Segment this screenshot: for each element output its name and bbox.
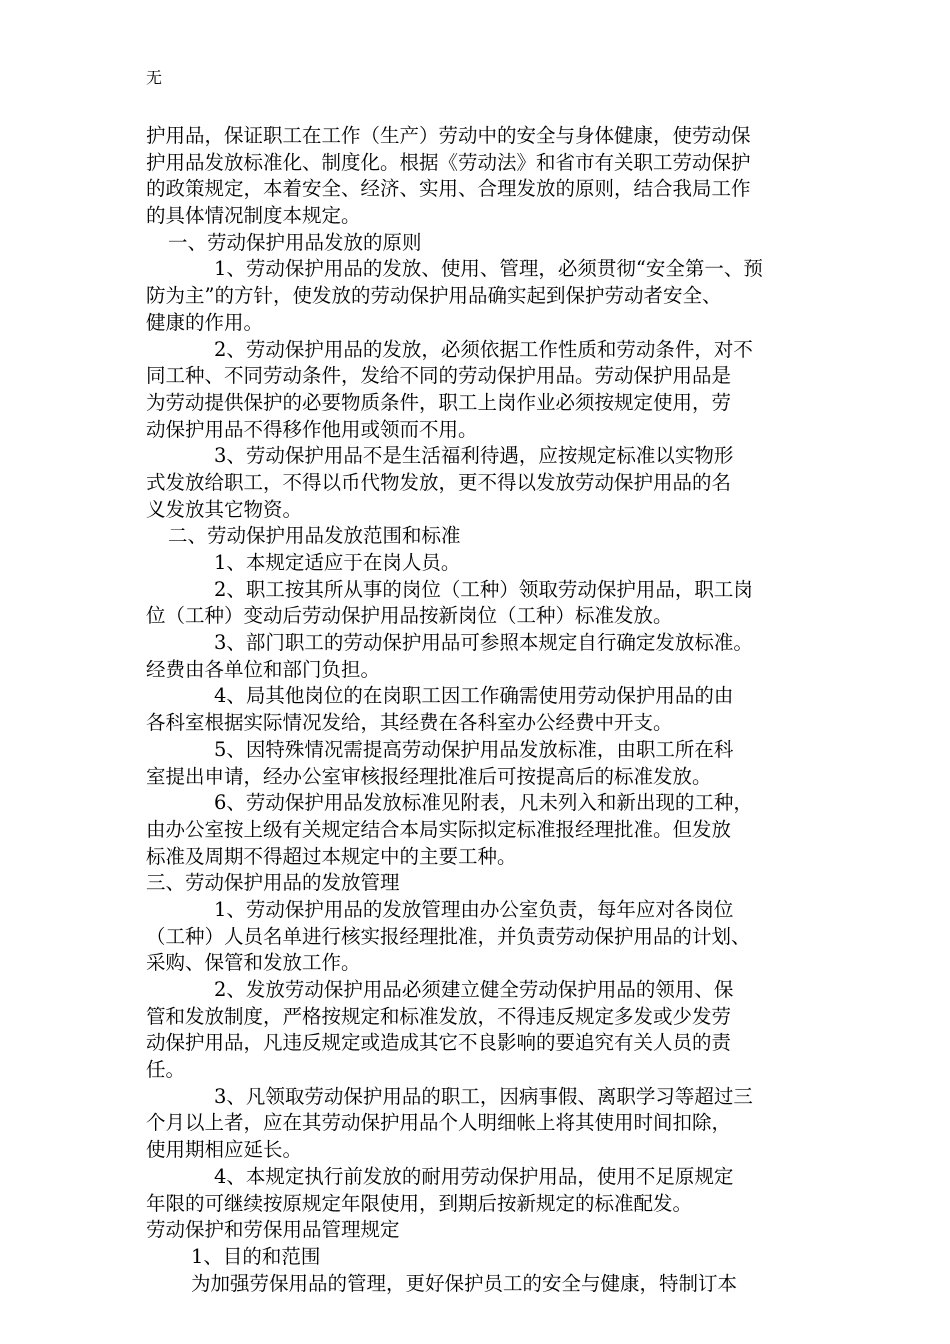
text-line: 劳动保护和劳保用品管理规定 — [146, 1218, 400, 1242]
text-line: 4、本规定执行前发放的耐用劳动保护用品，使用不足原规定 — [214, 1164, 734, 1188]
text-line: 为加强劳保用品的管理，更好保护员工的安全与健康，特制订本 — [191, 1271, 738, 1295]
text-line: 同工种、不同劳动条件，发给不同的劳动保护用品。劳动保护用品是 — [146, 364, 732, 388]
text-line: （工种）人员名单进行核实报经理批准，并负责劳动保护用品的计划、 — [146, 924, 751, 948]
text-line: 1、目的和范围 — [191, 1244, 321, 1268]
text-line: 3、部门职工的劳动保护用品可参照本规定自行确定发放标准。 — [214, 631, 753, 655]
text-line: 任。 — [146, 1058, 186, 1082]
text-line: 二、劳动保护用品发放范围和标准 — [168, 524, 461, 548]
text-line: 动保护用品，凡违反规定或造成其它不良影响的要追究有关人员的责 — [146, 1031, 732, 1055]
text-line: 3、劳动保护用品不是生活福利待遇，应按规定标准以实物形 — [214, 444, 734, 468]
text-line: 2、职工按其所从事的岗位（工种）领取劳动保护用品，职工岗 — [214, 577, 753, 601]
text-line: 式发放给职工，不得以币代物发放，更不得以发放劳动保护用品的名 — [146, 470, 732, 494]
text-line: 管和发放制度，严格按规定和标准发放，不得违反规定多发或少发劳 — [146, 1004, 732, 1028]
document-body — [146, 123, 816, 1297]
text-line: 由办公室按上级有关规定结合本局实际拟定标准报经理批准。但发放 — [146, 817, 732, 841]
text-line: 护用品发放标准化、制度化。根据《劳动法》和省市有关职工劳动保护 — [146, 150, 751, 174]
text-line: 1、本规定适应于在岗人员。 — [214, 551, 461, 574]
text-line: 1、劳动保护用品的发放管理由办公室负责，每年应对各岗位 — [214, 897, 734, 921]
text-line: 的具体情况制度本规定。 — [146, 204, 361, 228]
text-line: 防为主”的方针，使发放的劳动保护用品确实起到保护劳动者安全、 — [146, 284, 722, 308]
text-line: 采购、保管和发放工作。 — [146, 951, 361, 975]
text-line: 经费由各单位和部门负担。 — [146, 657, 381, 681]
text-line: 位（工种）变动后劳动保护用品按新岗位（工种）标准发放。 — [146, 604, 673, 628]
text-line: 各科室根据实际情况发给，其经费在各科室办公经费中开支。 — [146, 711, 673, 735]
text-line: 个月以上者，应在其劳动保护用品个人明细帐上将其使用时间扣除， — [146, 1111, 732, 1135]
text-line: 义发放其它物资。 — [146, 497, 303, 521]
text-line: 2、劳动保护用品的发放，必须依据工作性质和劳动条件，对不 — [214, 337, 753, 361]
text-line: 标准及周期不得超过本规定中的主要工种。 — [146, 844, 517, 868]
text-line: 1、劳动保护用品的发放、使用、管理，必须贯彻“安全第一、预 — [214, 257, 763, 281]
text-line: 使用期相应延长。 — [146, 1138, 303, 1162]
text-line: 为劳动提供保护的必要物质条件，职工上岗作业必须按规定使用，劳 — [146, 390, 732, 414]
page-header: 无 — [146, 68, 163, 87]
text-line: 护用品，保证职工在工作（生产）劳动中的安全与身体健康，使劳动保 — [146, 124, 751, 147]
text-line: 一、劳动保护用品发放的原则 — [168, 230, 422, 254]
text-line: 4、局其他岗位的在岗职工因工作确需使用劳动保护用品的由 — [214, 684, 734, 708]
text-line: 3、凡领取劳动保护用品的职工，因病事假、离职学习等超过三 — [214, 1084, 753, 1108]
text-line: 三、劳动保护用品的发放管理 — [146, 871, 400, 895]
text-line: 5、因特殊情况需提高劳动保护用品发放标准，由职工所在科 — [214, 737, 734, 761]
text-line: 的政策规定，本着安全、经济、实用、合理发放的原则，结合我局工作 — [146, 177, 751, 201]
text-line: 室提出申请，经办公室审核报经理批准后可按提高后的标准发放。 — [146, 764, 712, 788]
text-line: 动保护用品不得移作他用或领而不用。 — [146, 417, 478, 441]
text-line: 2、发放劳动保护用品必须建立健全劳动保护用品的领用、保 — [214, 978, 734, 1001]
text-line: 6、劳动保护用品发放标准见附表，凡未列入和新出现的工种， — [214, 791, 753, 815]
text-line: 健康的作用。 — [146, 310, 264, 334]
text-line: 年限的可继续按原规定年限使用，到期后按新规定的标准配发。 — [146, 1191, 693, 1215]
